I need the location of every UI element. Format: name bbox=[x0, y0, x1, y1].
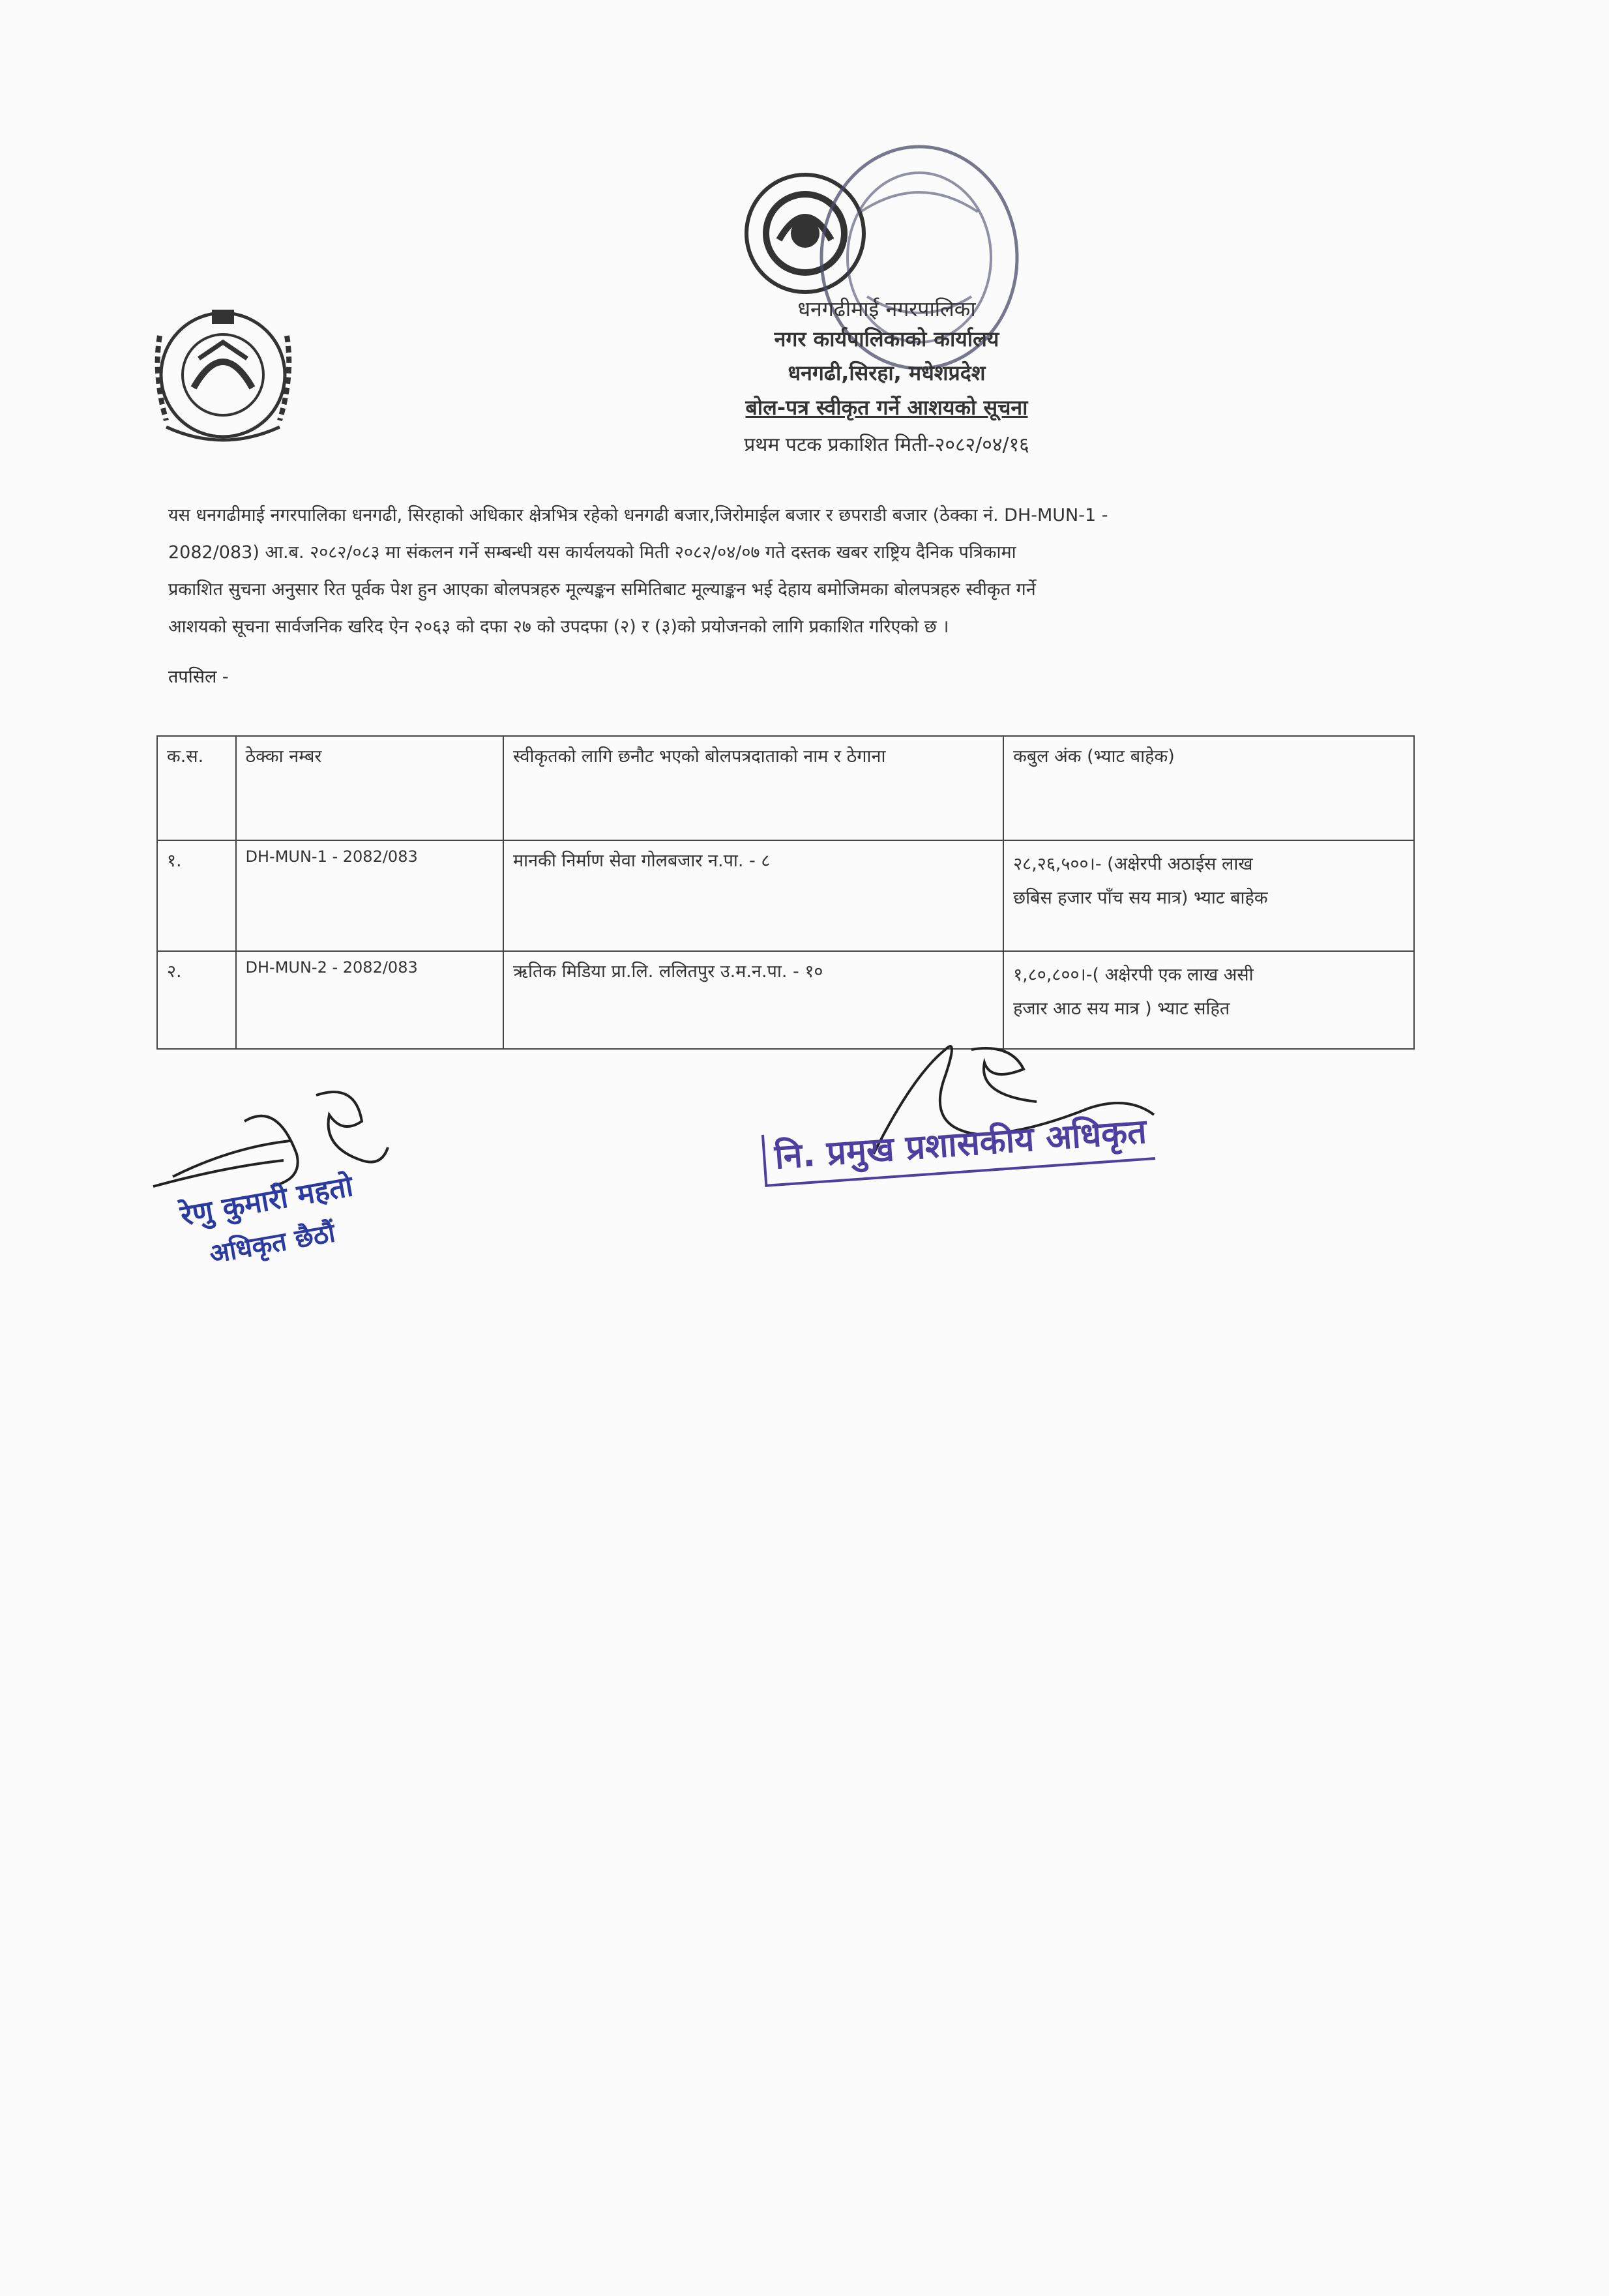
header-serial: क.स. bbox=[157, 736, 236, 840]
body-line: 2082/083) आ.ब. २०८२/०८३ मा संकलन गर्ने सम्बन्धी यस कार्यलयको मिती २०८२/०४/०७ गते दस्तक खबर राष्ट्रिय दैनिक पत्रिकामा bbox=[168, 542, 1016, 563]
cell-contract-number: DH-MUN-2 - 2082/083 bbox=[236, 951, 503, 1049]
publication-date: प्रथम पटक प्रकाशित मिती-२०८२/०४/१६ bbox=[744, 434, 1029, 456]
details-label: तपसिल - bbox=[168, 667, 229, 687]
chief-admin-officer-stamp: नि. प्रमुख प्रशासकीय अधिकृत bbox=[761, 1108, 1155, 1187]
body-line: यस धनगढीमाई नगरपालिका धनगढी, सिरहाको अधिकार क्षेत्रभित्र रहेको धनगढी बजार,जिरोमाईल बजार र छपराडी बजार (ठेक्का नं. DH-MUN-1 - bbox=[168, 505, 1108, 525]
left-officer-designation: अधिकृत छैठौं bbox=[207, 1218, 338, 1270]
cell-amount bbox=[1003, 840, 1414, 951]
cell-contract-number: DH-MUN-1 - 2082/083 bbox=[236, 840, 503, 951]
header-contract-number: ठेक्का नम्बर bbox=[236, 736, 503, 840]
cell-serial: २. bbox=[157, 951, 236, 1049]
amount-line: हजार आठ सय मात्र ) भ्याट सहित bbox=[1013, 999, 1230, 1019]
amount-line: छबिस हजार पाँच सय मात्र) भ्याट बाहेक bbox=[1013, 888, 1268, 908]
body-line: प्रकाशित सुचना अनुसार रित पूर्वक पेश हुन आएका बोलपत्रहरु मूल्यङ्कन समितिबाट मूल्याङ्कन भई देहाय बमोजिमका बोलपत्रहरु स्वीकृत गर्ने bbox=[168, 580, 1036, 600]
notice-title: बोल-पत्र स्वीकृत गर्ने आशयको सूचना bbox=[745, 395, 1028, 420]
left-officer-name: रेणु कुमारी महतो bbox=[178, 1170, 356, 1233]
header-amount: कबुल अंक (भ्याट बाहेक) bbox=[1003, 736, 1414, 840]
notice-body bbox=[168, 497, 1413, 645]
cell-amount bbox=[1003, 951, 1414, 1049]
header-bidder: स्वीकृतको लागि छनौट भएको बोलपत्रदाताको नाम र ठेगाना bbox=[503, 736, 1003, 840]
body-line: आशयको सूचना सार्वजनिक खरिद ऐन २०६३ को दफा २७ को उपदफा (२) र (३)को प्रयोजनको लागि प्रकाशित गरिएको छ । bbox=[168, 617, 949, 637]
header-municipality-name: धनगढीमाई नगरपालिका bbox=[797, 297, 976, 321]
amount-line: १,८०,८००।-( अक्षेरपी एक लाख असी bbox=[1013, 965, 1254, 985]
table-row bbox=[157, 951, 1414, 1049]
cell-bidder: मानकी निर्माण सेवा गोलबजार न.पा. - ८ bbox=[503, 840, 1003, 951]
cell-bidder: ऋतिक मिडिया प्रा.लि. ललितपुर उ.म.न.पा. - १० bbox=[503, 951, 1003, 1049]
table-header-row bbox=[157, 736, 1414, 840]
accepted-bids-table bbox=[156, 735, 1415, 1050]
cell-serial: १. bbox=[157, 840, 236, 951]
header-address: धनगढी,सिरहा, मधेशप्रदेश bbox=[788, 361, 986, 385]
table-row bbox=[157, 840, 1414, 951]
amount-line: २८,२६,५००।- (अक्षेरपी अठाईस लाख bbox=[1013, 854, 1253, 874]
header-office-name: नगर कार्यपालिकाको कार्यालय bbox=[774, 327, 999, 351]
municipality-emblem-icon bbox=[140, 297, 306, 453]
